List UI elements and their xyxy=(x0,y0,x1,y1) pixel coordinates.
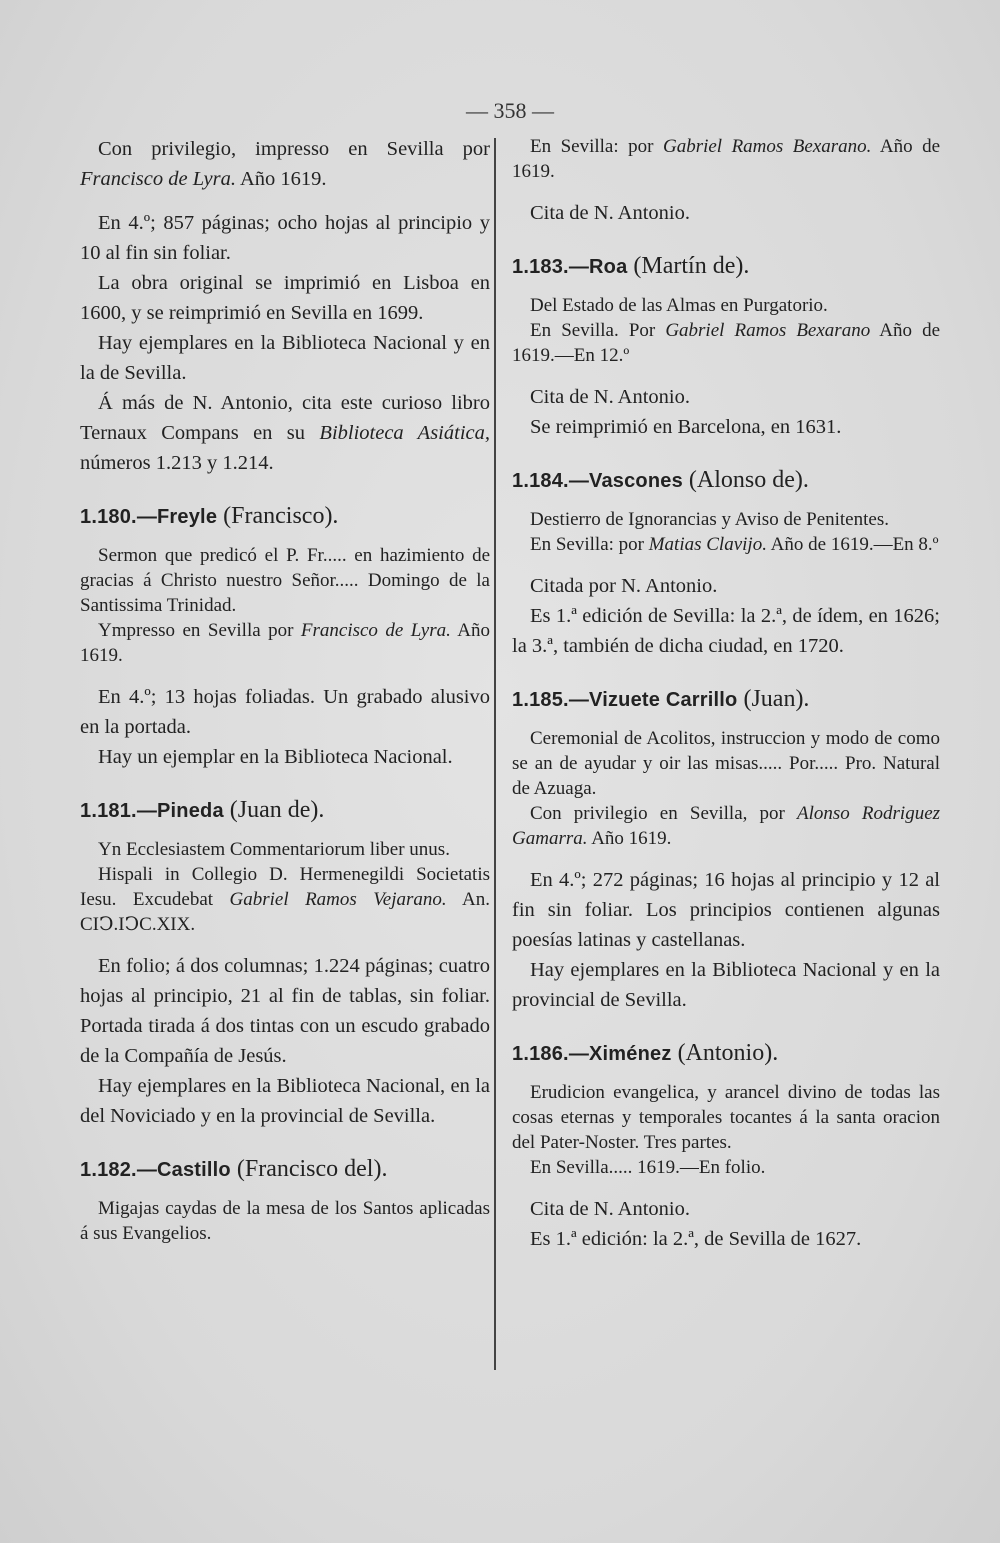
paragraph: Hay un ejemplar en la Biblioteca Nacional. xyxy=(98,746,453,768)
paragraph: Citada por N. Antonio. xyxy=(530,575,718,597)
entry-title: Ceremonial de Acolitos, instruccion y modo de como se an de ayudar y oir las misas..... Por..... Pro. Natural de Azuaga. xyxy=(512,728,940,799)
entry-imprint: Ympresso en Sevilla por Francisco de Lyra. Año 1619. xyxy=(80,620,490,666)
entry-heading: 1.183.—Roa (Martín de). xyxy=(512,253,750,279)
paragraph: Cita de N. Antonio. xyxy=(530,386,691,408)
paragraph: Es 1.ª edición: la 2.ª, de Sevilla de 1627. xyxy=(530,1228,862,1250)
paragraph: En 4.º; 857 páginas; ocho hojas al principio y 10 al fin sin foliar. xyxy=(80,212,490,264)
entry-heading: 1.185.—Vizuete Carrillo (Juan). xyxy=(512,686,810,712)
right-column xyxy=(512,134,940,1254)
entry-imprint: Hispali in Collegio D. Hermenegildi Societatis Iesu. Excudebat Gabriel Ramos Vejarano. An. CIↃ.IↃC.XIX. xyxy=(80,864,491,935)
entry-imprint: En Sevilla: por Matias Clavijo. Año de 1619.—En 8.º xyxy=(530,534,939,555)
left-column xyxy=(80,134,490,1246)
paragraph: Hay ejemplares en la Biblioteca Nacional, en la del Noviciado y en la provincial de Sevilla. xyxy=(80,1075,490,1127)
entry-imprint: En Sevilla..... 1619.—En folio. xyxy=(530,1157,766,1178)
paragraph: En folio; á dos columnas; 1.224 páginas; cuatro hojas al principio, 21 al fin de tablas, sin foliar. Portada tirada á dos tintas con un escudo grabado de la Compañía de Jesús. xyxy=(80,955,490,1067)
paragraph: Á más de N. Antonio, cita este curioso libro Ternaux Compans en su Biblioteca Asiática, números 1.213 y 1.214. xyxy=(80,392,490,474)
paragraph: La obra original se imprimió en Lisboa en 1600, y se reimprimió en Sevilla en 1699. xyxy=(80,272,490,324)
entry-title: Del Estado de las Almas en Purgatorio. xyxy=(530,295,828,316)
paragraph: Cita de N. Antonio. xyxy=(530,1198,691,1220)
paragraph: En 4.º; 13 hojas foliadas. Un grabado alusivo en la portada. xyxy=(80,686,490,738)
page-number: — 358 — xyxy=(466,98,554,123)
column-divider xyxy=(494,138,496,1370)
entry-title: Erudicion evangelica, y arancel divino de todas las cosas eternas y temporales tocantes á la santa oracion del Pater-Noster. Tres partes. xyxy=(512,1082,940,1153)
paragraph: Cita de N. Antonio. xyxy=(530,202,691,224)
entry-heading: 1.184.—Vascones (Alonso de). xyxy=(512,467,809,493)
entry-imprint: En Sevilla: por Gabriel Ramos Bexarano. Año de 1619. xyxy=(512,136,941,182)
entry-heading: 1.180.—Freyle (Francisco). xyxy=(80,503,339,529)
entry-title: Sermon que predicó el P. Fr..... en hazimiento de gracias á Christo nuestro Señor..... Domingo de la Santissima Trinidad. xyxy=(80,545,490,616)
paragraph: Es 1.ª edición de Sevilla: la 2.ª, de ídem, en 1626; la 3.ª, también de dicha ciudad, en 1720. xyxy=(512,605,940,657)
paragraph: Con privilegio, impresso en Sevilla por Francisco de Lyra. Año 1619. xyxy=(80,138,490,190)
entry-title: Yn Ecclesiastem Commentariorum liber unus. xyxy=(98,839,450,860)
paragraph: Se reimprimió en Barcelona, en 1631. xyxy=(530,416,842,438)
entry-heading: 1.186.—Ximénez (Antonio). xyxy=(512,1040,779,1066)
paragraph: Hay ejemplares en la Biblioteca Nacional y en la de Sevilla. xyxy=(80,332,490,384)
entry-heading: 1.181.—Pineda (Juan de). xyxy=(80,797,325,823)
paragraph: En 4.º; 272 páginas; 16 hojas al principio y 12 al fin sin foliar. Los principios contienen algunas poesías latinas y castellanas. xyxy=(512,869,940,951)
entry-title: Destierro de Ignorancias y Aviso de Penitentes. xyxy=(530,509,889,530)
entry-imprint: Con privilegio en Sevilla, por Alonso Rodriguez Gamarra. Año 1619. xyxy=(512,803,941,849)
entry-heading: 1.182.—Castillo (Francisco del). xyxy=(80,1156,388,1182)
entry-title: Migajas caydas de la mesa de los Santos aplicadas á sus Evangelios. xyxy=(80,1198,490,1244)
entry-imprint: En Sevilla. Por Gabriel Ramos Bexarano Año de 1619.—En 12.º xyxy=(512,320,940,366)
paragraph: Hay ejemplares en la Biblioteca Nacional y en la provincial de Sevilla. xyxy=(512,959,940,1011)
